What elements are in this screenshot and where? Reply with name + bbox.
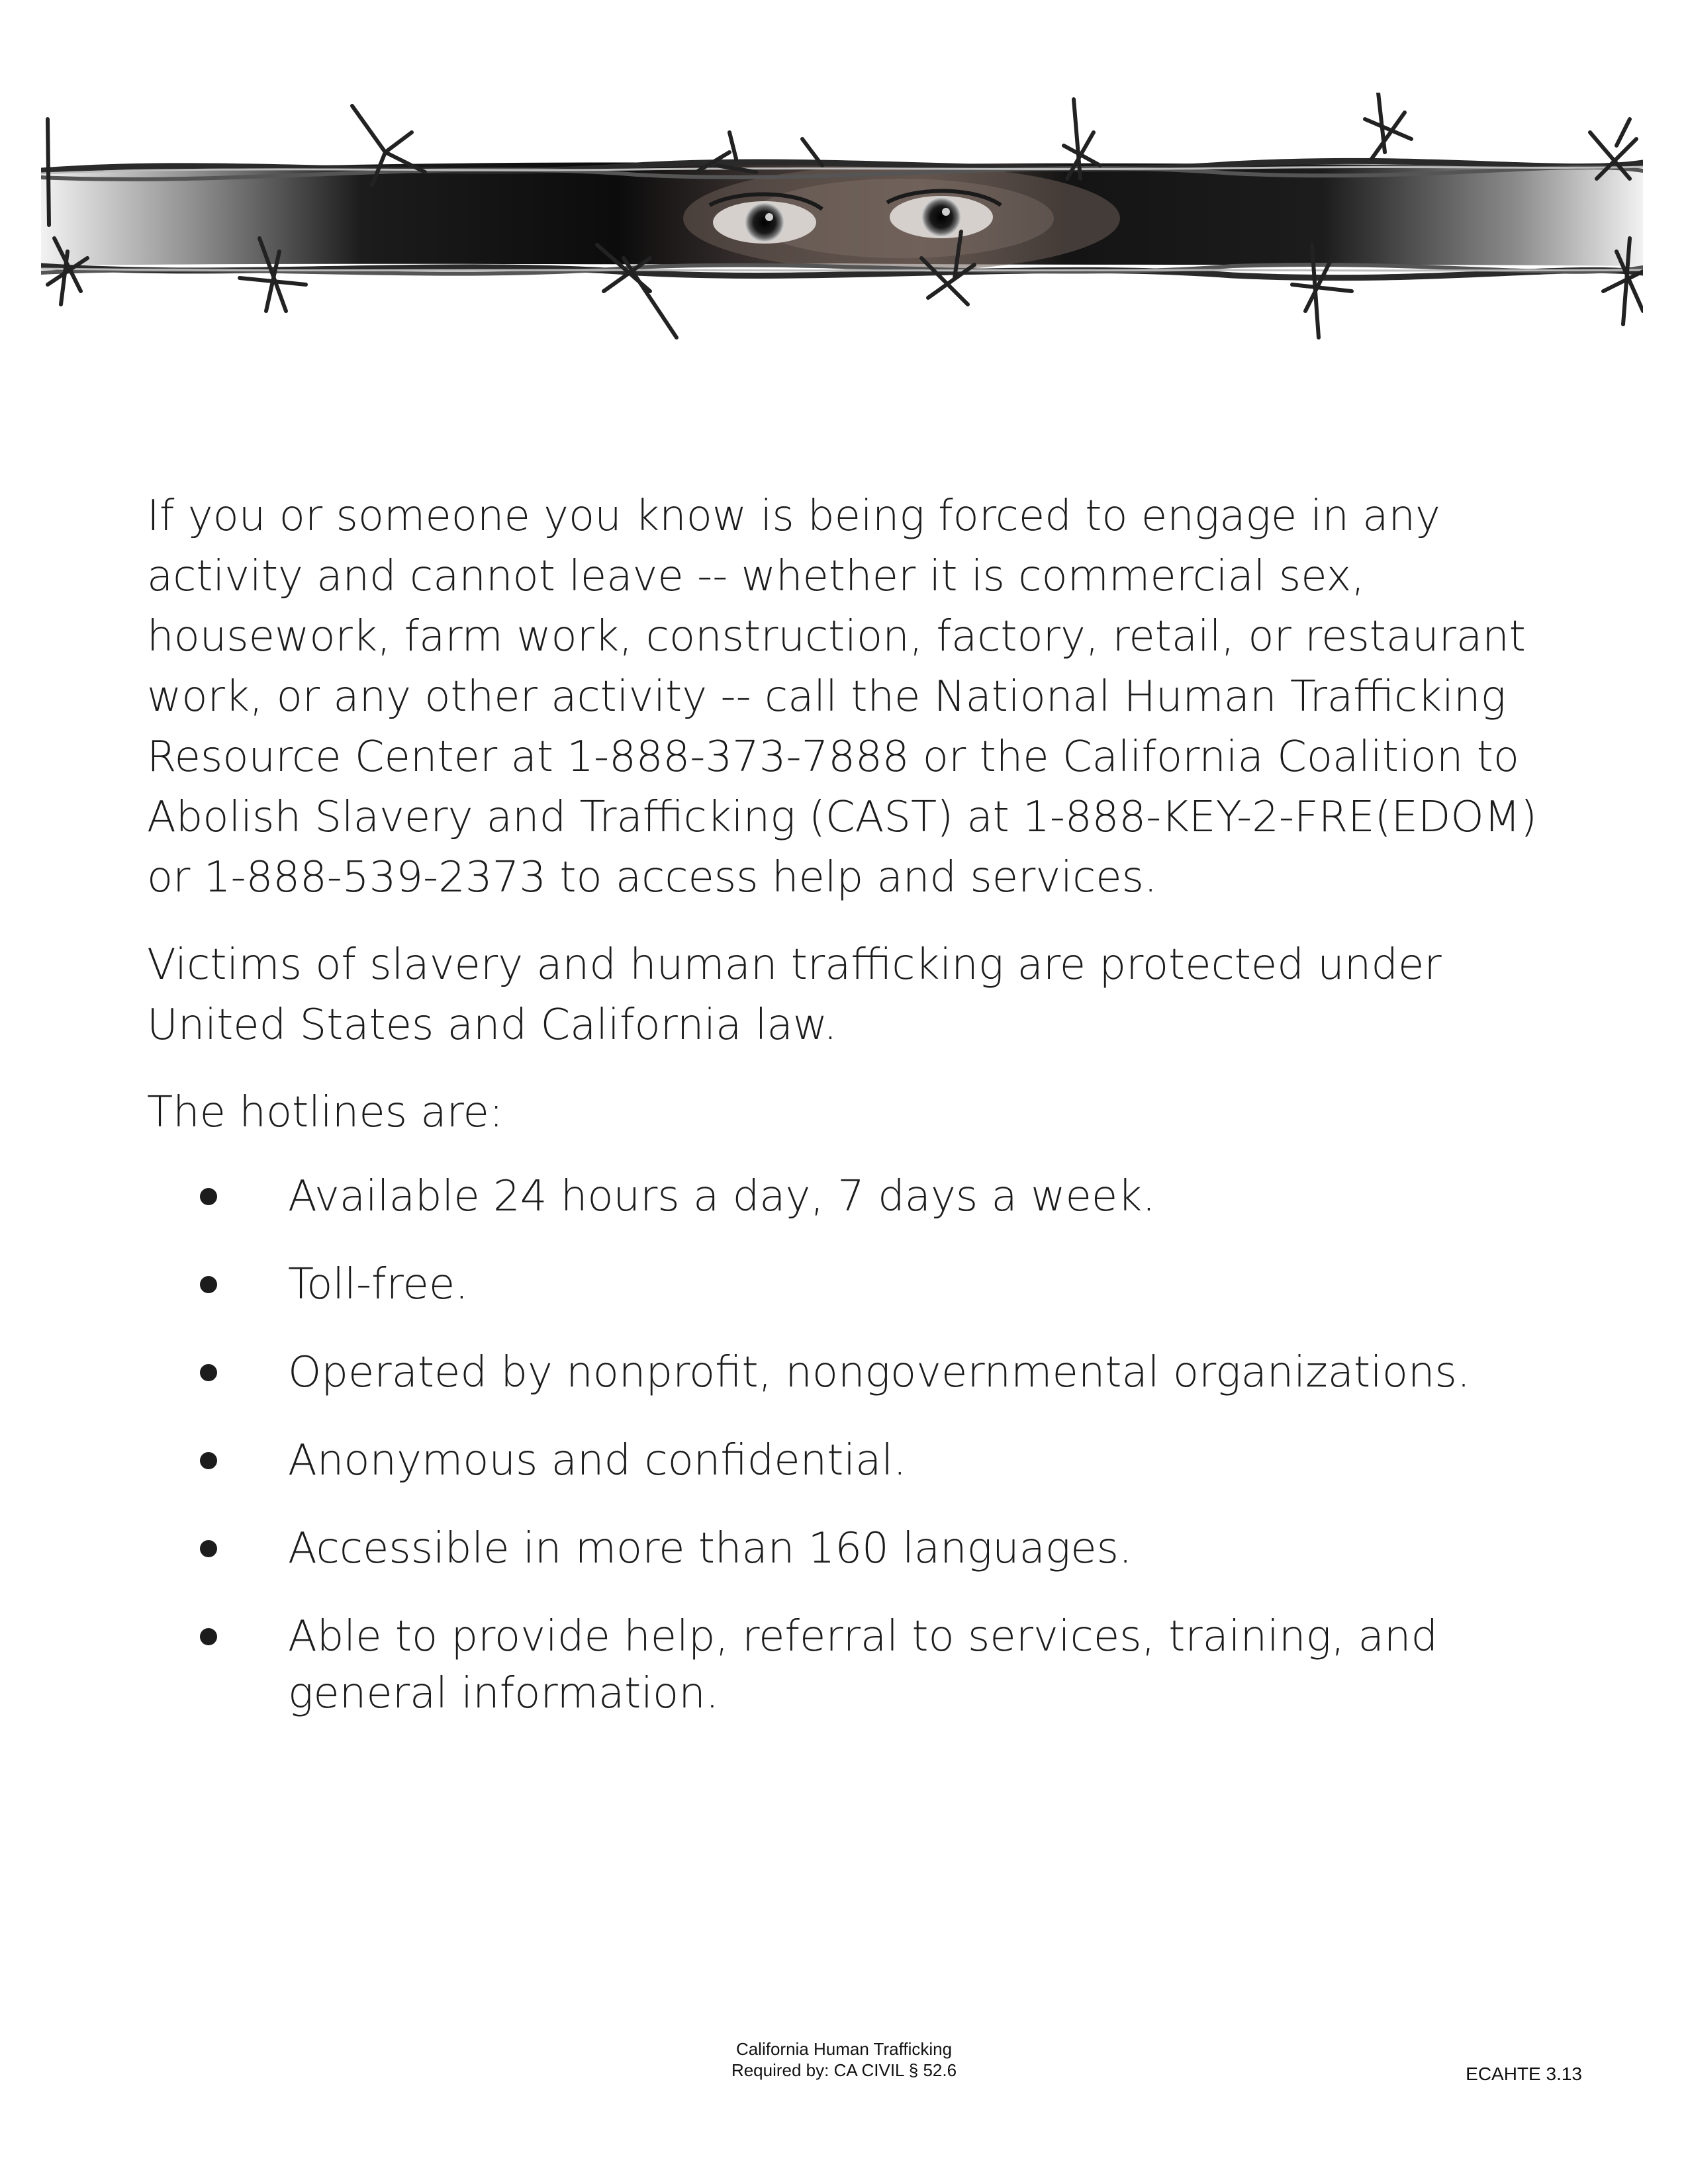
list-item-text: Operated by nonprofit, nongovernmental organizations. xyxy=(288,1348,1471,1397)
bullet-icon xyxy=(200,1276,217,1293)
bullet-icon xyxy=(200,1628,217,1645)
list-item xyxy=(147,1168,1550,1225)
barbed-wire-eyes-icon xyxy=(41,93,1643,351)
list-item-text: Anonymous and confidential. xyxy=(288,1436,907,1485)
list-item xyxy=(147,1256,1550,1313)
form-code: ECAHTE 3.13 xyxy=(1466,2064,1582,2084)
notice-content xyxy=(147,486,1550,1722)
bullet-icon xyxy=(200,1540,217,1557)
list-item xyxy=(147,1608,1550,1722)
list-item xyxy=(147,1520,1550,1577)
list-item xyxy=(147,1432,1550,1489)
footer-citation xyxy=(645,2038,1043,2081)
list-item-text: Toll-free. xyxy=(288,1260,469,1309)
list-item-text: Able to provide help, referral to services, training, and general information. xyxy=(288,1612,1438,1718)
list-item-text: Accessible in more than 160 languages. xyxy=(288,1524,1133,1573)
bullet-icon xyxy=(200,1188,217,1205)
footer-required-by: Required by: CA CIVIL § 52.6 xyxy=(731,2060,957,2080)
bullet-icon xyxy=(200,1452,217,1469)
list-item xyxy=(147,1344,1550,1401)
footer-title: California Human Trafficking xyxy=(735,2039,953,2059)
list-item-text: Available 24 hours a day, 7 days a week. xyxy=(288,1172,1156,1221)
hotlines-intro: The hotlines are: xyxy=(147,1088,504,1137)
paragraph-legal-protection: Victims of slavery and human trafficking are protected under United States and California law. xyxy=(147,940,1442,1050)
bullet-icon xyxy=(200,1364,217,1381)
paragraph-help-info: If you or someone you know is being forced to engage in any activity and cannot leave -- whether it is commercial sex, housework, farm work, construction, factory, retail, or restaurant work, or any other activity -- call the National Human Trafficking Resource Center at 1-888-373-7888 or the California Coalition to Abolish Slavery and Trafficking (CAST) at 1-888-KEY-2-FRE(EDOM) or 1-888-539-2373 to access help and services. xyxy=(147,492,1537,902)
barbed-wire-eyes-banner xyxy=(41,93,1643,351)
hotline-features-list xyxy=(147,1168,1550,1722)
